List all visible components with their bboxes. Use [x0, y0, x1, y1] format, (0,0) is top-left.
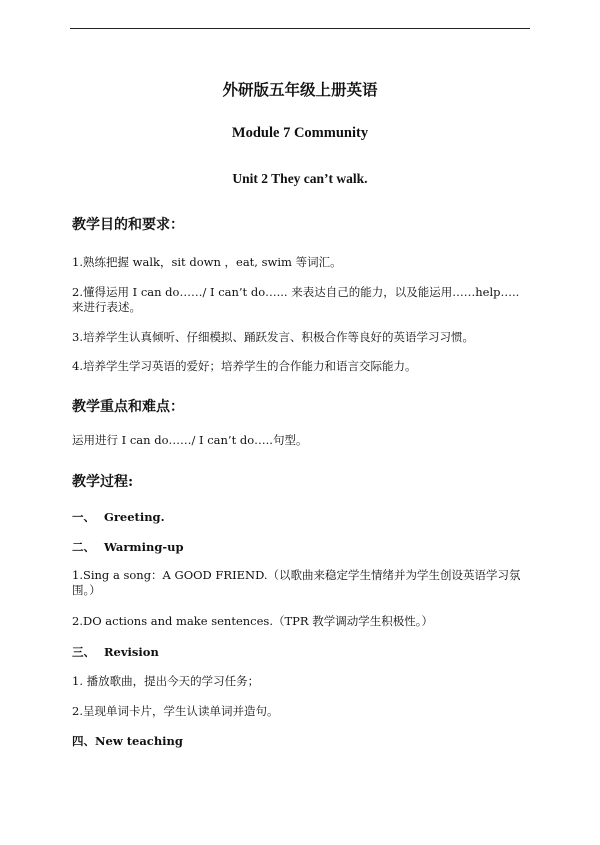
- step-greeting: [72, 509, 165, 525]
- header-rule: [70, 28, 530, 29]
- key-points-text: 运用进行 I can do……/ I can’t do…..句型。: [72, 433, 308, 447]
- document-title: 外研版五年级上册英语: [222, 80, 378, 99]
- revision-item-2: 2.呈现单词卡片，学生认读单词并造句。: [72, 704, 279, 718]
- step-number: 三、: [72, 645, 95, 659]
- step-label: Warming-up: [104, 540, 184, 554]
- step-revision: [72, 644, 159, 660]
- key-points-heading: 教学重点和难点：: [72, 399, 184, 415]
- unit-title: Unit 2 They can’t walk.: [232, 171, 368, 186]
- process-heading: 教学过程:: [72, 474, 134, 490]
- step-label: Revision: [104, 645, 159, 659]
- step-warming-up: [72, 539, 184, 555]
- revision-item-1: 1. 播放歌曲，提出今天的学习任务；: [72, 674, 260, 688]
- objective-item-3: 3.培养学生认真倾听、仔细模拟、踊跃发言、积极合作等良好的英语学习习惯。: [72, 330, 474, 344]
- step-number: 二、: [72, 540, 95, 554]
- step-new-teaching: 四、New teaching: [72, 734, 183, 748]
- step-label: Greeting.: [104, 510, 165, 524]
- objective-item-1: 1.熟练把握 walk，sit down ，eat, swim 等词汇。: [72, 255, 342, 269]
- objectives-heading: 教学目的和要求：: [72, 217, 184, 233]
- warmup-item-2: 2.DO actions and make sentences.（TPR 教学调动学生积极性。）: [72, 614, 433, 628]
- step-number: 一、: [72, 510, 95, 524]
- objective-item-2: 2.懂得运用 I can do……/ I can’t do…... 来表达自己的能力，以及能运用……help….. 来进行表述。: [72, 285, 520, 314]
- module-title: Module 7 Community: [231, 125, 369, 141]
- warmup-item-1: 1.Sing a song：A GOOD FRIEND.（以歌曲来稳定学生情绪并为学生创设英语学习氛围。）: [72, 568, 521, 597]
- objective-item-4: 4.培养学生学习英语的爱好；培养学生的合作能力和语言交际能力。: [72, 359, 417, 373]
